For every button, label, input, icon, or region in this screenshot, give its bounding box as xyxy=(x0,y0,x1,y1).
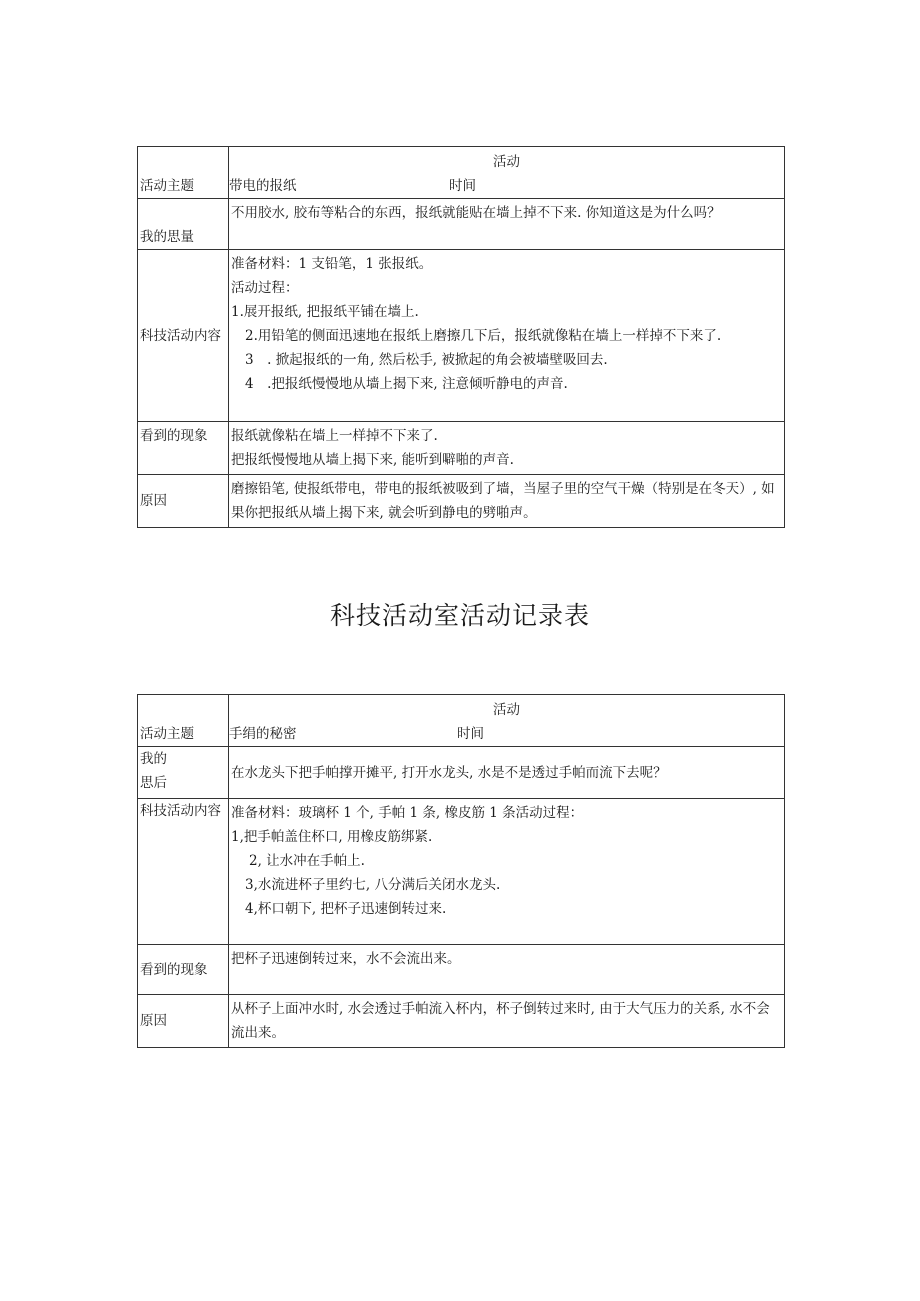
reason-cell xyxy=(229,475,785,528)
observe-label: 看到的现象 xyxy=(138,945,229,995)
activity-table-2 xyxy=(137,694,785,1048)
content-line: 2.用铅笔的侧面迅速地在报纸上磨擦几下后，报纸就像粘在墙上一样掉不下来了. xyxy=(245,328,722,344)
reason-label: 原因 xyxy=(138,475,229,528)
theme-value: 带电的报纸 xyxy=(229,178,297,194)
reason-text: 从杯子上面冲水时, 水会透过手帕流入杯内，杯子倒转过来时, 由于大气压力的关系, 水不会流出来。 xyxy=(231,1001,770,1041)
think-label xyxy=(138,747,229,799)
content-line: 4,杯口朝下, 把杯子迅速倒转过来. xyxy=(245,901,447,917)
header-activity: 活动 xyxy=(493,154,520,170)
observe-line: 把报纸慢慢地从墙上揭下来, 能听到噼啪的声音. xyxy=(231,452,514,468)
reason-text: 磨擦铅笔, 使报纸带电，带电的报纸被吸到了墙，当屋子里的空气干燥（特别是在冬天）, 如果你把报纸从墙上揭下来, 就会听到静电的劈啪声。 xyxy=(231,481,775,521)
think-label: 我的思量 xyxy=(138,199,229,250)
theme-cell xyxy=(229,695,785,747)
observe-line: 报纸就像粘在墙上一样掉不下来了. xyxy=(231,428,438,444)
content-line: 3 . 掀起报纸的一角, 然后松手, 被掀起的角会被墙壁吸回去. xyxy=(245,352,608,368)
content-cell xyxy=(229,799,785,945)
observe-text: 把杯子迅速倒转过来，水不会流出来。 xyxy=(231,951,461,967)
content-line: 准备材料：玻璃杯 1 个, 手帕 1 条, 橡皮筋 1 条活动过程： xyxy=(231,805,584,821)
theme-value: 手绢的秘密 xyxy=(229,726,297,742)
content-line: 准备材料：1 支铅笔，1 张报纸。 xyxy=(231,256,433,272)
content-line: 2, 让水冲在手帕上. xyxy=(249,853,365,869)
think-cell xyxy=(229,747,785,799)
think-label-line: 思后 xyxy=(140,775,167,791)
reason-cell xyxy=(229,995,785,1048)
content-line: 1.展开报纸, 把报纸平铺在墙上. xyxy=(231,304,419,320)
activity-table-1 xyxy=(137,146,785,528)
page-title: 科技活动室活动记录表 xyxy=(329,601,590,630)
time-label: 时间 xyxy=(457,726,484,742)
content-cell xyxy=(229,250,785,422)
theme-label: 活动主题 xyxy=(138,147,229,199)
think-text: 不用胶水, 胶布等粘合的东西，报纸就能贴在墙上掉不下来. 你知道这是为什么吗？ xyxy=(231,205,721,221)
content-line: 3,水流进杯子里约七, 八分满后关闭水龙头. xyxy=(245,877,501,893)
reason-label: 原因 xyxy=(138,995,229,1048)
header-activity: 活动 xyxy=(493,702,520,718)
content-line: 活动过程： xyxy=(231,280,299,296)
think-label-line: 我的 xyxy=(140,751,167,767)
observe-cell xyxy=(229,945,785,995)
content-label: 科技活动内容 xyxy=(138,250,229,422)
observe-cell xyxy=(229,422,785,475)
content-label: 科技活动内容 xyxy=(138,799,229,945)
content-line: 4 .把报纸慢慢地从墙上揭下来, 注意倾听静电的声音. xyxy=(245,376,568,392)
observe-label: 看到的现象 xyxy=(138,422,229,475)
theme-cell xyxy=(229,147,785,199)
theme-label: 活动主题 xyxy=(138,695,229,747)
content-line: 1,把手帕盖住杯口, 用橡皮筋绑紧. xyxy=(231,829,433,845)
think-cell xyxy=(229,199,785,250)
think-text: 在水龙头下把手帕撑开摊平, 打开水龙头, 水是不是透过手帕而流下去呢？ xyxy=(231,764,667,781)
time-label: 时间 xyxy=(449,178,476,194)
